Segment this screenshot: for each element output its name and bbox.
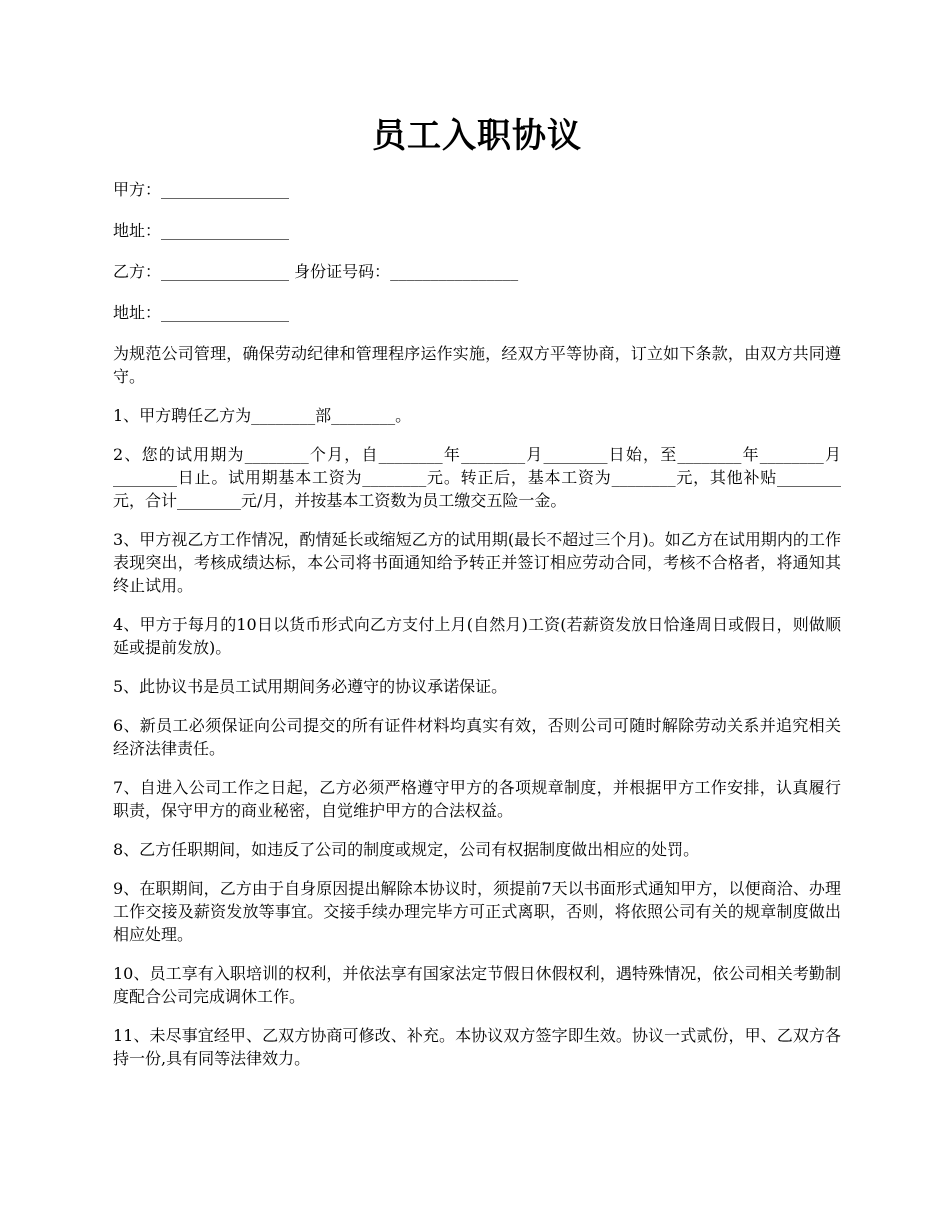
- document-title: 员工入职协议: [372, 116, 582, 156]
- clause-8: 8、乙方任职期间，如违反了公司的制度或规定，公司有权据制度做出相应的处罚。: [113, 840, 700, 859]
- clause-10: 10、员工享有入职培训的权利，并依法享有国家法定节假日休假权利，遇特殊情况，依公司相关考勤制度配合公司完成调休工作。: [113, 964, 841, 1006]
- party-fields: [113, 178, 841, 325]
- party-a-field: 甲方：________________: [113, 180, 290, 199]
- party-b-address-field: 地址：________________: [113, 303, 290, 322]
- clause-6: 6、新员工必须保证向公司提交的所有证件材料均真实有效，否则公司可随时解除劳动关系并追究相关经济法律责任。: [113, 716, 841, 758]
- clause-9: 9、在职期间，乙方由于自身原因提出解除本协议时，须提前7天以书面形式通知甲方，以便商洽、办理工作交接及薪资发放等事宜。交接手续办理完毕方可正式离职，否则，将依照公司有关的规章制度做出相应处理。: [113, 879, 841, 944]
- clause-2: 2、您的试用期为________个月，自________年________月________日始，至________年________月________日止。试用期基本工资为________元。转正后，基本工资为________元，其他补贴________元，合计________元/月，并按基本工资数为员工缴交五险一金。: [113, 445, 841, 510]
- clause-4: 4、甲方于每月的10日以货币形式向乙方支付上月(自然月)工资(若薪资发放日恰逢周日或假日，则做顺延或提前发放)。: [113, 615, 841, 657]
- party-a-address-field: 地址：________________: [113, 221, 290, 240]
- clause-1: 1、甲方聘任乙方为________部________。: [113, 406, 412, 425]
- clause-5: 5、此协议书是员工试用期间务必遵守的协议承诺保证。: [113, 677, 508, 696]
- document-page: [113, 0, 841, 1086]
- clause-11: 11、未尽事宜经甲、乙双方协商可修改、补充。本协议双方签字即生效。协议一式贰份，甲、乙双方各持一份,具有同等法律效力。: [113, 1026, 841, 1068]
- intro-paragraph: 为规范公司管理，确保劳动纪律和管理程序运作实施，经双方平等协商，订立如下条款，由双方共同遵守。: [113, 344, 841, 386]
- party-b-field: 乙方：________________ 身份证号码：________________: [113, 262, 519, 281]
- clause-7: 7、自进入公司工作之日起，乙方必须严格遵守甲方的各项规章制度，并根据甲方工作安排，认真履行职责，保守甲方的商业秘密，自觉维护甲方的合法权益。: [113, 778, 841, 820]
- clause-3: 3、甲方视乙方工作情况，酌情延长或缩短乙方的试用期(最长不超过三个月)。如乙方在试用期内的工作表现突出，考核成绩达标，本公司将书面通知给予转正并签订相应劳动合同，考核不合格者，将通知其终止试用。: [113, 530, 841, 595]
